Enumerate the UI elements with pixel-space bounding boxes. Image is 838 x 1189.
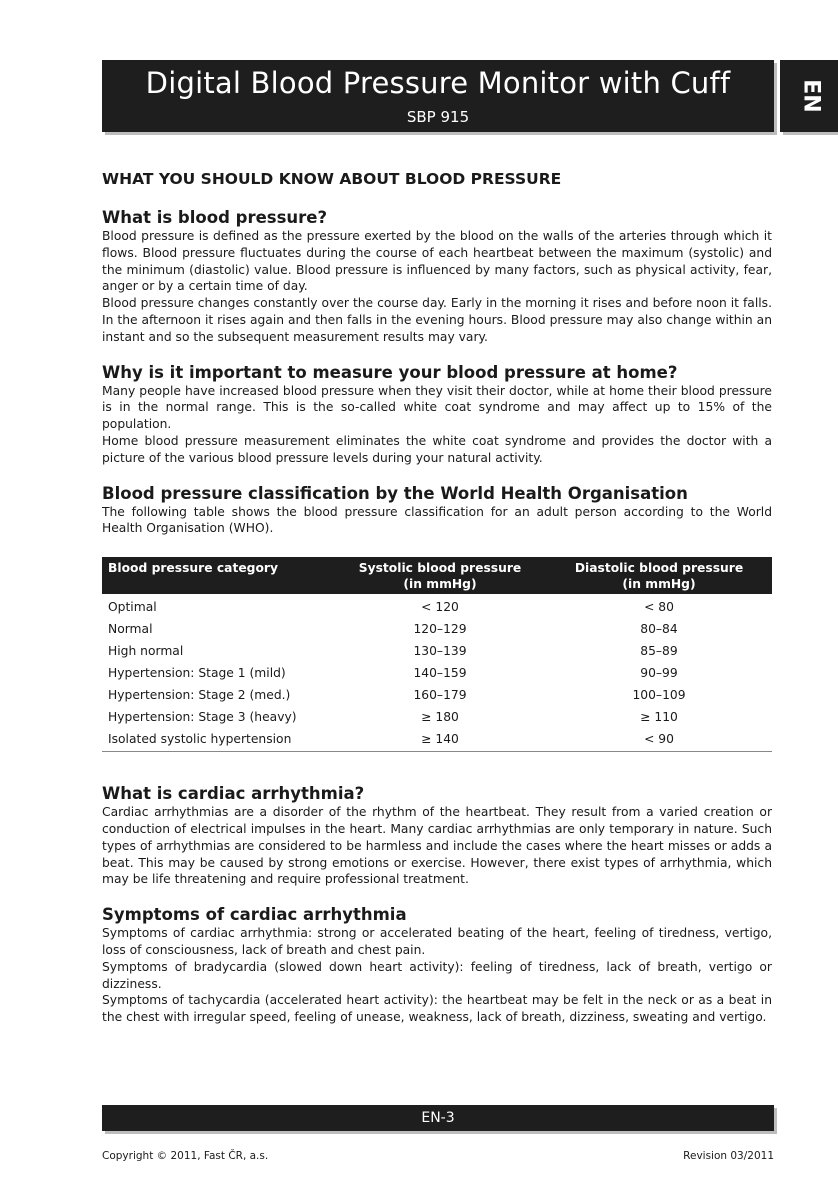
paragraph: Blood pressure is defined as the pressure exerted by the blood on the walls of the arteries through which it flows. Blood pressure fluctuates during the course of each heartbeat between the maximum (systolic) and the minimum (diastolic) value. Blood pressure is influenced by many factors, such as physical activity, fear, anger or by a certain time of day. — [102, 229, 772, 294]
model-number: SBP 915 — [406, 108, 470, 126]
section-heading: What is blood pressure? — [102, 208, 328, 227]
section-why-home — [102, 363, 772, 467]
paragraph: Symptoms of cardiac arrhythmia: strong or accelerated beating of the heart, feeling of tiredness, vertigo, loss of consciousness, lack of breath and chest pain. — [102, 926, 772, 957]
cell-diastolic: < 80 — [644, 600, 674, 615]
cell-category: Hypertension: Stage 2 (med.) — [108, 688, 291, 703]
header-systolic — [334, 557, 546, 594]
paragraph: Blood pressure changes constantly over the course day. Early in the morning it rises and before noon it falls. In the afternoon it rises again and then falls in the evening hours. Blood pressure may also change within an instant and so the subsequent measurement results may vary. — [102, 296, 772, 344]
table-header-row — [102, 557, 772, 594]
table-row — [102, 662, 772, 684]
cell-diastolic: 100–109 — [632, 688, 686, 703]
page-content — [102, 168, 772, 1026]
cell-systolic: 120–129 — [413, 622, 467, 637]
bp-classification-table — [102, 557, 772, 752]
page-number: EN-3 — [421, 1110, 455, 1126]
section-who-classification — [102, 484, 772, 538]
paragraph: Home blood pressure measurement eliminates the white coat syndrome and provides the doctor with a picture of the various blood pressure levels during your natural activity. — [102, 433, 772, 465]
paragraph: The following table shows the blood pressure classification for an adult person according to the World Health Organisation (WHO). — [102, 504, 772, 536]
cell-systolic: 160–179 — [413, 688, 467, 703]
page-number-bar — [102, 1105, 774, 1131]
cell-systolic: < 120 — [421, 600, 459, 615]
header-systolic-line2: (in mmHg) — [403, 577, 477, 592]
header-diastolic — [546, 557, 772, 594]
header-systolic-line1: Systolic blood pressure — [358, 561, 522, 576]
paragraph: Cardiac arrhythmias are a disorder of the rhythm of the heartbeat. They result from a varied creation or conduction of electrical impulses in the heart. Many cardiac arrhythmias are only temporary in nature. Such types of arrhythmias are considered to be harmless and include the cases where the heart misses or adds a beat. This may be caused by strong emotions or exercise. However, there exist types of arrhythmia, which may be life threatening and require professional treatment. — [102, 805, 772, 887]
cell-diastolic: ≥ 110 — [640, 710, 678, 725]
main-heading: WHAT YOU SHOULD KNOW ABOUT BLOOD PRESSURE — [102, 170, 562, 188]
document-title: Digital Blood Pressure Monitor with Cuff — [145, 66, 731, 100]
cell-diastolic: 85–89 — [640, 644, 678, 659]
cell-systolic: ≥ 140 — [334, 728, 546, 752]
paragraph: Symptoms of tachycardia (accelerated heart activity): the heartbeat may be felt in the neck or as a beat in the chest with irregular speed, feeling of unease, weakness, lack of breath, dizziness, sweating and vertigo. — [102, 993, 772, 1025]
cell-diastolic: 80–84 — [640, 622, 678, 637]
table-row — [102, 706, 772, 728]
cell-category: Hypertension: Stage 3 (heavy) — [108, 710, 297, 725]
page-header — [102, 60, 774, 132]
language-label: EN — [798, 79, 824, 113]
cell-category: Isolated systolic hypertension — [102, 728, 334, 752]
cell-category: Optimal — [108, 600, 157, 615]
cell-category: Normal — [108, 622, 153, 637]
section-heading: Blood pressure classification by the World Health Organisation — [102, 483, 688, 503]
section-symptoms — [102, 905, 772, 1026]
table-row — [102, 594, 772, 618]
revision: Revision 03/2011 — [683, 1150, 774, 1162]
cell-systolic: 130–139 — [413, 644, 467, 659]
section-heading: Why is it important to measure your blood pressure at home? — [102, 362, 678, 382]
paragraph: Symptoms of bradycardia (slowed down heart activity): feeling of tiredness, lack of breath, vertigo or dizziness. — [102, 959, 772, 991]
header-category: Blood pressure category — [102, 557, 334, 594]
copyright: Copyright © 2011, Fast ČR, a.s. — [102, 1150, 269, 1162]
section-arrhythmia — [102, 784, 772, 888]
table-row — [102, 640, 772, 662]
table-row — [102, 618, 772, 640]
table-row — [102, 684, 772, 706]
section-what-is-bp — [102, 208, 772, 346]
cell-diastolic: < 90 — [546, 728, 772, 752]
cell-category: High normal — [108, 644, 184, 659]
section-heading: Symptoms of cardiac arrhythmia — [102, 905, 407, 925]
section-heading: What is cardiac arrhythmia? — [102, 784, 365, 804]
cell-diastolic: 90–99 — [640, 666, 678, 681]
table-row — [102, 728, 772, 752]
cell-systolic: 140–159 — [413, 666, 467, 681]
header-diastolic-line1: Diastolic blood pressure — [574, 561, 744, 576]
header-diastolic-line2: (in mmHg) — [622, 577, 696, 592]
cell-category: Hypertension: Stage 1 (mild) — [108, 666, 286, 681]
cell-systolic: ≥ 180 — [421, 710, 459, 725]
paragraph: Many people have increased blood pressure when they visit their doctor, while at home their blood pressure is in the normal range. This is the so-called white coat syndrome and may affect up to 15% of the population. — [102, 383, 772, 432]
language-tab — [780, 60, 838, 132]
